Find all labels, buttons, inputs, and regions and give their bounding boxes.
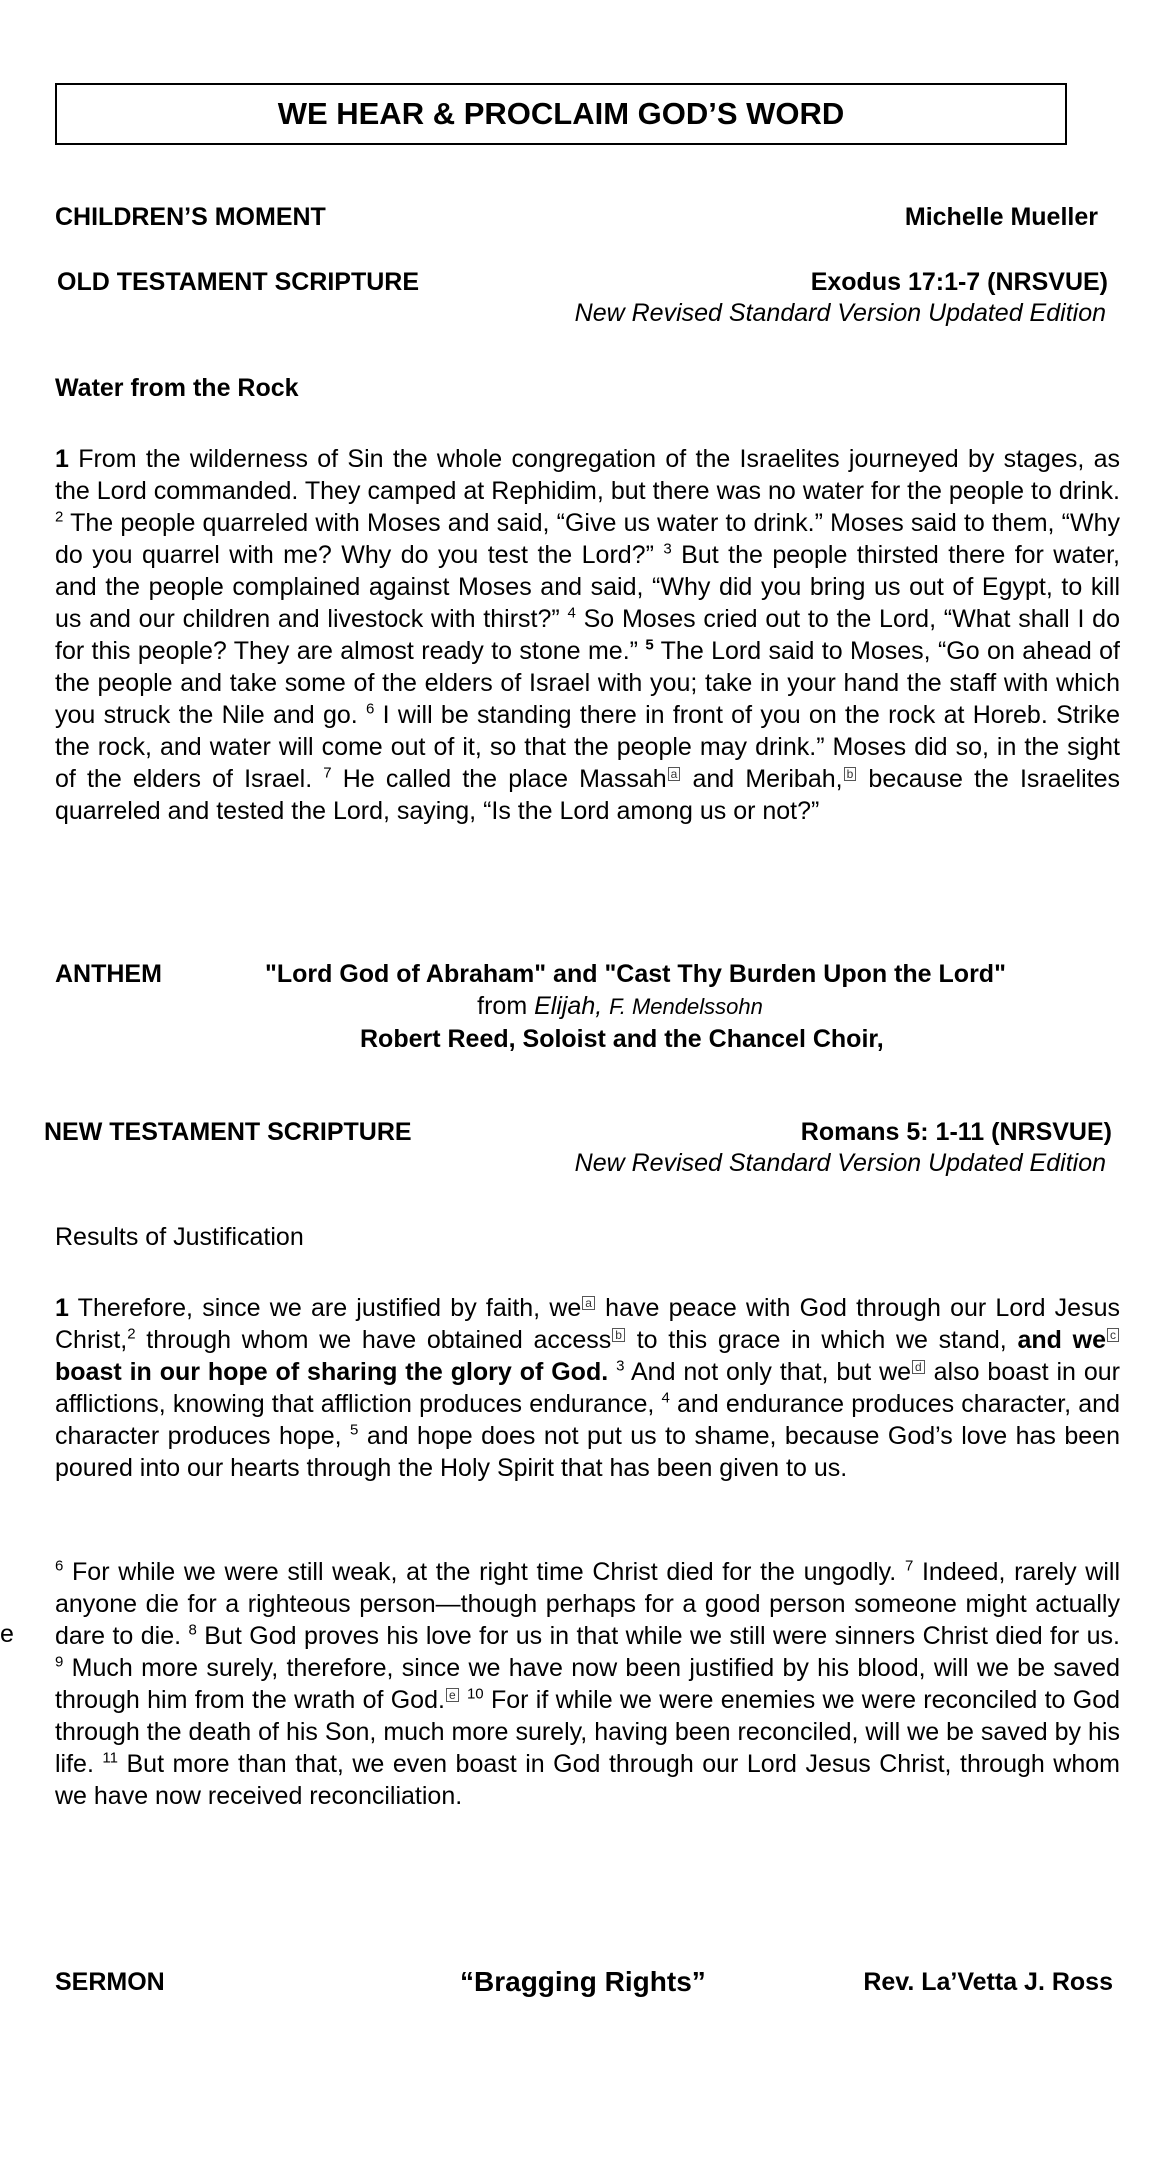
sermon-label: SERMON — [55, 1968, 165, 1996]
verse-text-bold: and we — [1017, 1326, 1106, 1354]
nt-passage-2 — [55, 1556, 1120, 1812]
verse-number: 3 — [616, 1357, 625, 1375]
anthem-performers: Robert Reed, Soloist and the Chancel Choir, — [360, 1025, 884, 1053]
ot-version: New Revised Standard Version Updated Edition — [574, 299, 1106, 327]
verse-text: The Lord said to Moses, “Go on ahead of the people and take some of the elders of Israel with you; take in your hand the staff with which you struck the Nile and go. — [55, 637, 1120, 729]
verse-number: 8 — [188, 1621, 197, 1639]
sermon-preacher: Rev. La’Vetta J. Ross — [863, 1968, 1113, 1996]
verse-text: through whom we have obtained access — [135, 1326, 612, 1354]
verse-text: But the people thirsted there for water, and the people complained against Moses and said, “Why did you bring us out of Egypt, to kill us and our children and livestock with thirst?” — [55, 541, 1121, 633]
verse-text-bold: boast in our hope of sharing the glory of God. — [55, 1358, 609, 1386]
verse-text: and Meribah, — [681, 765, 843, 793]
verse-number: 3 — [663, 540, 672, 558]
verse-text: From the wilderness of Sin the whole congregation of the Israelites journeyed by stages, as the Lord commanded. They camped at Rephidim, but there was no water for the people to drink. — [55, 445, 1120, 505]
verse-text: I will be standing there in front of you on the rock at Horeb. Strike the rock, and water will come out of it, so that the people may drink.” Moses did so, in the sight of the elders of Israel. — [55, 701, 1120, 793]
verse-text: to this grace in which we stand, — [625, 1326, 1018, 1354]
footnote-link[interactable]: a — [668, 767, 681, 781]
ot-reference: Exodus 17:1-7 (NRSVUE) — [810, 268, 1108, 296]
verse-number: 2 — [127, 1325, 136, 1343]
anthem-source — [300, 992, 940, 1021]
nt-reference: Romans 5: 1-11 (NRSVUE) — [800, 1118, 1112, 1146]
childrens-moment-label: CHILDREN’S MOMENT — [55, 203, 326, 231]
verse-text: But more than that, we even boast in God through our Lord Jesus Christ, through whom we have now received reconciliation. — [55, 1750, 1120, 1810]
verse-text: And not only that, but we — [624, 1358, 912, 1386]
verse-number: 10 — [466, 1685, 484, 1703]
verse-text: and endurance produces character, and character produces hope, — [55, 1390, 1120, 1450]
verse-text: because the Israelites quarreled and tested the Lord, saying, “Is the Lord among us or not?” — [55, 765, 1120, 825]
verse-number: 2 — [55, 508, 64, 526]
verse-text: But God proves his love for us in that while we still were sinners Christ died for us. — [196, 1622, 1120, 1650]
verse-text: So Moses cried out to the Lord, “What shall I do for this people? They are almost ready to stone me.” — [55, 605, 1120, 665]
verse-text: Therefore, since we are justified by faith, we — [68, 1294, 582, 1322]
sermon-title: “Bragging Rights” — [460, 1966, 706, 1997]
footnote-link[interactable]: b — [844, 767, 857, 781]
anthem-from: from — [477, 992, 535, 1020]
footnote-link[interactable]: e — [446, 1688, 459, 1702]
ot-heading: Water from the Rock — [55, 374, 299, 402]
nt-heading: Results of Justification — [55, 1223, 304, 1251]
verse-number: 7 — [323, 764, 332, 782]
verse-number: 6 — [366, 700, 375, 718]
nt-label: NEW TESTAMENT SCRIPTURE — [44, 1118, 412, 1146]
section-header: WE HEAR & PROCLAIM GOD’S WORD — [55, 83, 1067, 145]
verse-number: 4 — [567, 604, 576, 622]
verse-number: 4 — [661, 1389, 670, 1407]
verse-text: Much more surely, therefore, since we have now been justified by his blood, will we be saved through him from the wrath of God. — [55, 1654, 1120, 1714]
anthem-label: ANTHEM — [55, 960, 162, 988]
verse-text: have peace with God through our Lord Jesus Christ, — [55, 1294, 1120, 1354]
ot-passage — [55, 443, 1120, 827]
margin-mark: e — [0, 1620, 14, 1648]
footnote-link[interactable]: b — [612, 1328, 625, 1342]
verse-number: 5 — [350, 1421, 359, 1439]
verse-number: 7 — [904, 1557, 914, 1575]
anthem-title: "Lord God of Abraham" and "Cast Thy Burden Upon the Lord" — [265, 960, 1006, 988]
anthem-composer: F. Mendelssohn — [609, 994, 763, 1019]
verse-text: and hope does not put us to shame, because God’s love has been poured into our hearts through the Holy Spirit that has been given to us. — [55, 1422, 1120, 1482]
nt-passage-1 — [55, 1292, 1120, 1484]
nt-version: New Revised Standard Version Updated Edition — [574, 1149, 1106, 1177]
verse-number: 9 — [55, 1653, 64, 1671]
footnote-link[interactable]: a — [582, 1296, 595, 1310]
verse-number: 11 — [102, 1749, 118, 1767]
anthem-work: Elijah, — [534, 992, 610, 1020]
verse-text: also boast in our afflictions, knowing that affliction produces endurance, — [55, 1358, 1120, 1418]
footnote-link[interactable]: c — [1107, 1328, 1119, 1342]
verse-number: 1 — [55, 1294, 69, 1322]
verse-number: 5 — [645, 636, 654, 654]
verse-number: 6 — [55, 1557, 64, 1575]
verse-text: He called the place Massah — [331, 765, 667, 793]
verse-text: The people quarreled with Moses and said, “Give us water to drink.” Moses said to them, “Why do you quarrel with me? Why do you test the Lord?” — [55, 509, 1120, 569]
verse-text: Indeed, rarely will anyone die for a righteous person—though perhaps for a good person someone might actually dare to die. — [55, 1558, 1120, 1650]
verse-number: 1 — [55, 445, 69, 473]
footnote-link[interactable]: d — [912, 1360, 925, 1374]
childrens-moment-leader: Michelle Mueller — [904, 203, 1098, 231]
verse-text: For if while we were enemies we were reconciled to God through the death of his Son, much more surely, having been reconciled, will we be saved by his life. — [55, 1686, 1121, 1778]
verse-text: For while we were still weak, at the right time Christ died for the ungodly. — [63, 1558, 905, 1586]
ot-label: OLD TESTAMENT SCRIPTURE — [57, 268, 420, 296]
